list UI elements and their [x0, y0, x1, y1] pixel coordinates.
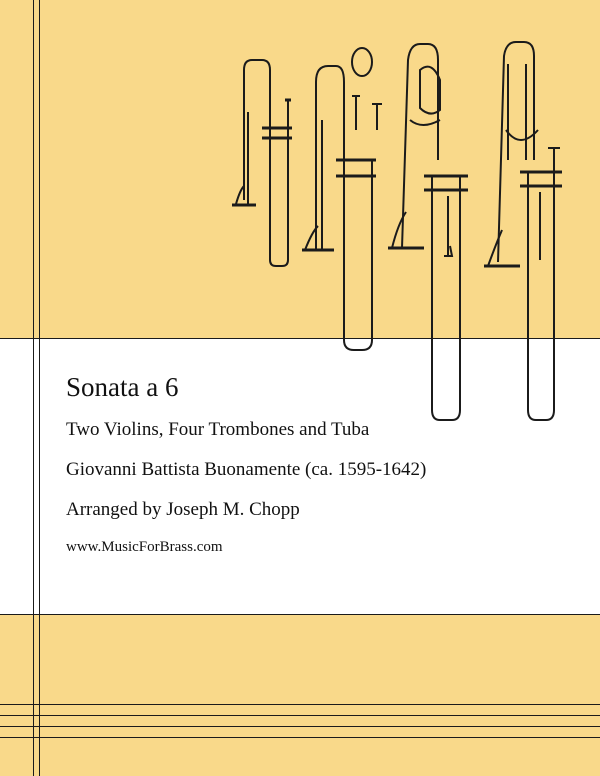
staff-line-3 [0, 726, 600, 727]
composer-line: Giovanni Battista Buonamente (ca. 1595-1642) [66, 459, 427, 480]
page-title: Sonata a 6 [66, 372, 179, 402]
divider-bottom [0, 614, 600, 615]
website-link[interactable]: www.MusicForBrass.com [66, 539, 223, 555]
trombone-1 [232, 60, 292, 266]
trombone-4 [484, 42, 562, 420]
cover-text [66, 370, 586, 556]
instrumentation-line: Two Violins, Four Trombones and Tuba [66, 419, 370, 440]
staff-line-4 [0, 737, 600, 738]
trombone-3 [388, 44, 468, 420]
staff-line-2 [0, 715, 600, 716]
trombone-2 [302, 48, 382, 350]
staff-line-1 [0, 704, 600, 705]
arranger-line: Arranged by Joseph M. Chopp [66, 499, 300, 520]
bottom-color-band [0, 614, 600, 776]
